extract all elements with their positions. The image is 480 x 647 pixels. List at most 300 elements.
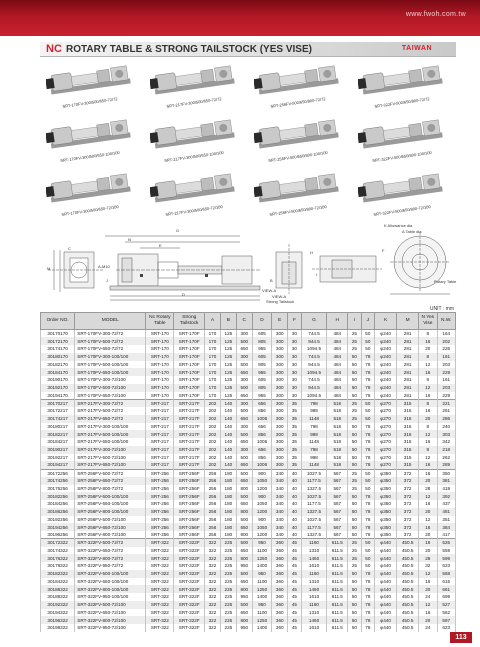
table-cell: 611.5	[327, 562, 348, 570]
table-cell: 303	[437, 430, 456, 438]
table-cell: 322	[205, 547, 221, 555]
table-cell: 170	[205, 392, 221, 400]
table-cell: 50	[348, 531, 361, 539]
table-cell: 40	[288, 492, 301, 500]
table-cell: 30	[288, 361, 301, 369]
table-cell: 360	[272, 570, 288, 578]
table-cell: 30	[288, 368, 301, 376]
table-cell: 372	[397, 500, 419, 508]
product-card	[352, 168, 452, 220]
table-cell: 30	[288, 353, 301, 361]
table-cell: 16	[419, 469, 437, 477]
table-cell: 30192322	[41, 601, 75, 609]
table-cell: 1148	[301, 438, 327, 446]
table-row	[41, 461, 456, 469]
table-row	[41, 430, 456, 438]
table-cell: 50	[361, 562, 374, 570]
table-cell: 125	[220, 353, 236, 361]
table-cell: 1094.5	[301, 392, 327, 400]
table-cell: 50	[348, 508, 361, 516]
table-cell: 1250	[252, 554, 272, 562]
table-cell: 1400	[252, 593, 272, 601]
table-cell: 322	[205, 562, 221, 570]
table-cell: 20	[419, 585, 437, 593]
table-cell: 998	[301, 407, 327, 415]
table-cell: 25	[348, 547, 361, 555]
table-cell: 450.5	[397, 609, 419, 617]
table-cell: 40	[288, 500, 301, 508]
table-cell: 170	[205, 384, 221, 392]
table-cell: 450.5	[397, 616, 419, 624]
table-cell: 140	[220, 461, 236, 469]
table-cell: SRT-322	[146, 585, 174, 593]
table-cell: 300	[272, 423, 288, 431]
table-cell: 202	[205, 415, 221, 423]
table-cell: 419	[437, 485, 456, 493]
table-cell: φ440	[375, 539, 397, 547]
product-card	[248, 60, 348, 112]
product-photo	[46, 116, 134, 154]
table-row	[41, 578, 456, 586]
product-caption: SRT-217FV-300/500/650-72/72	[166, 96, 222, 109]
table-cell: 315	[397, 415, 419, 423]
table-cell: 950	[236, 562, 252, 570]
table-cell: 611.5	[327, 570, 348, 578]
table-cell: 300	[236, 446, 252, 454]
table-cell: 221	[437, 399, 456, 407]
table-cell: 611.5	[327, 539, 348, 547]
table-cell: 16	[419, 438, 437, 446]
table-cell: 484	[327, 345, 348, 353]
product-caption: SRT-322FV-500/650/800-72/100	[373, 204, 431, 217]
table-cell: 650	[236, 368, 252, 376]
table-cell: 300	[272, 337, 288, 345]
table-cell: SRT-256FV-500-72/72	[75, 469, 146, 477]
table-cell: 1160	[301, 539, 327, 547]
table-row	[41, 330, 456, 338]
table-cell: 597	[437, 616, 456, 624]
table-cell: 50	[361, 337, 374, 345]
table-cell: 30190217	[41, 446, 75, 454]
rotary-table-label: Rotary Table	[434, 279, 457, 284]
table-cell: 180	[220, 492, 236, 500]
table-cell: 78	[361, 585, 374, 593]
table-cell: 218	[437, 446, 456, 454]
table-row	[41, 345, 456, 353]
dim-i-label: I	[316, 272, 318, 277]
table-cell: 650	[236, 345, 252, 353]
table-cell: SRT-322F	[174, 570, 205, 578]
table-cell: 1177.5	[301, 500, 327, 508]
table-cell: 955	[252, 368, 272, 376]
table-cell: 417	[437, 531, 456, 539]
table-row	[41, 500, 456, 508]
table-cell: 1327.5	[301, 485, 327, 493]
table-cell: φ240	[375, 368, 397, 376]
page-number: 113	[450, 632, 472, 643]
table-cell: 12	[419, 361, 437, 369]
table-cell: 78	[361, 593, 374, 601]
table-cell: SRT-256FV-500-72/100	[75, 516, 146, 524]
table-cell: 623	[437, 562, 456, 570]
table-cell: SRT-217FV-300-72/100	[75, 446, 146, 454]
table-row	[41, 562, 456, 570]
table-cell: 78	[361, 438, 374, 446]
table-cell: 125	[220, 376, 236, 384]
dim-m-label: M	[47, 266, 51, 271]
table-cell: 1160	[301, 570, 327, 578]
table-cell: 180	[220, 477, 236, 485]
table-cell: 1050	[252, 477, 272, 485]
table-cell: 180	[220, 523, 236, 531]
table-cell: 322	[205, 609, 221, 617]
table-cell: 16	[419, 609, 437, 617]
product-caption: SRT-217FV-300/500/650-100/100	[163, 149, 225, 164]
table-cell: 484	[327, 330, 348, 338]
table-cell: SRT-256	[146, 523, 174, 531]
table-cell: 240	[437, 423, 456, 431]
table-cell: 800	[236, 531, 252, 539]
table-cell: 30172256	[41, 469, 75, 477]
table-cell: 300	[272, 446, 288, 454]
table-cell: 518	[327, 399, 348, 407]
table-cell: 518	[327, 423, 348, 431]
table-row	[41, 485, 456, 493]
table-row	[41, 361, 456, 369]
table-cell: 567	[327, 523, 348, 531]
table-cell: 360	[272, 578, 288, 586]
table-cell: 950	[252, 601, 272, 609]
table-cell: SRT-256FV-650-72/100	[75, 523, 146, 531]
product-caption: SRT-256FV-500/650/800-72/72	[270, 96, 326, 109]
table-cell: SRT-217F	[174, 454, 205, 462]
table-cell: 140	[220, 407, 236, 415]
table-cell: 256	[205, 531, 221, 539]
table-cell: 567	[327, 485, 348, 493]
column-header: F	[288, 313, 301, 330]
table-cell: 225	[220, 539, 236, 547]
table-cell: 800	[236, 585, 252, 593]
table-cell: 484	[327, 353, 348, 361]
table-cell: 40	[288, 531, 301, 539]
table-cell: 650	[236, 609, 252, 617]
table-cell: φ440	[375, 562, 397, 570]
table-cell: φ270	[375, 407, 397, 415]
table-cell: 1006	[252, 438, 272, 446]
table-cell: SRT-170	[146, 345, 174, 353]
table-cell: SRT-217	[146, 423, 174, 431]
table-cell: 256	[205, 485, 221, 493]
table-cell: 300	[236, 399, 252, 407]
table-row	[41, 523, 456, 531]
table-cell: 300	[272, 330, 288, 338]
table-cell: 78	[361, 523, 374, 531]
table-cell: 315	[397, 438, 419, 446]
table-cell: 12	[419, 570, 437, 578]
table-cell: 500	[236, 469, 252, 477]
column-header: I	[348, 313, 361, 330]
table-cell: 944.5	[301, 361, 327, 369]
table-cell: 8	[419, 399, 437, 407]
table-cell: SRT-170F	[174, 392, 205, 400]
table-cell: 50	[361, 415, 374, 423]
table-cell: 170	[205, 337, 221, 345]
table-cell: 202	[205, 399, 221, 407]
table-cell: 170	[205, 376, 221, 384]
table-cell: 950	[236, 624, 252, 632]
table-cell: 30178322	[41, 562, 75, 570]
table-cell: SRT-217F	[174, 423, 205, 431]
table-cell: 805	[252, 337, 272, 345]
table-cell: 12	[419, 492, 437, 500]
table-cell: 16	[419, 368, 437, 376]
table-cell: 351	[437, 516, 456, 524]
table-cell: 322	[205, 585, 221, 593]
table-cell: 20	[419, 477, 437, 485]
table-cell: 40	[288, 469, 301, 477]
table-cell: 78	[361, 454, 374, 462]
table-cell: SRT-256F	[174, 523, 205, 531]
table-cell: 256	[205, 492, 221, 500]
table-cell: 856	[252, 454, 272, 462]
product-photo	[358, 170, 446, 208]
table-cell: 744.5	[301, 376, 327, 384]
table-cell: 125	[220, 392, 236, 400]
table-cell: SRT-170	[146, 384, 174, 392]
table-cell: 450.5	[397, 554, 419, 562]
table-cell: 125	[220, 384, 236, 392]
table-cell: 16	[419, 523, 437, 531]
table-cell: 315	[397, 461, 419, 469]
table-cell: 16	[419, 392, 437, 400]
table-cell: 484	[327, 361, 348, 369]
table-cell: 45	[288, 609, 301, 617]
table-cell: 45	[288, 562, 301, 570]
table-cell: 261	[437, 407, 456, 415]
table-cell: 798	[301, 446, 327, 454]
table-cell: 955	[252, 392, 272, 400]
table-cell: 202	[205, 438, 221, 446]
table-cell: 484	[327, 368, 348, 376]
table-cell: 315	[397, 446, 419, 454]
table-cell: 281	[397, 368, 419, 376]
table-cell: 1094.5	[301, 368, 327, 376]
table-cell: 798	[301, 423, 327, 431]
table-cell: 30192170	[41, 384, 75, 392]
table-cell: 16	[419, 407, 437, 415]
table-cell: 900	[252, 469, 272, 477]
table-cell: 998	[301, 430, 327, 438]
product-photo	[254, 116, 342, 154]
table-cell: 180	[220, 500, 236, 508]
table-cell: 30192217	[41, 454, 75, 462]
table-cell: SRT-256F	[174, 516, 205, 524]
table-cell: 50	[348, 361, 361, 369]
table-cell: 78	[361, 500, 374, 508]
table-cell: 567	[327, 469, 348, 477]
table-cell: 526	[437, 539, 456, 547]
table-cell: 161	[437, 353, 456, 361]
table-cell: 315	[397, 430, 419, 438]
table-cell: 1200	[252, 508, 272, 516]
table-cell: 568	[437, 570, 456, 578]
table-cell: 50	[361, 485, 374, 493]
table-cell: 35	[288, 461, 301, 469]
table-cell: 32	[419, 562, 437, 570]
table-cell: 950	[236, 593, 252, 601]
table-cell: 281	[397, 337, 419, 345]
table-cell: 16	[419, 500, 437, 508]
table-cell: 1027.5	[301, 516, 327, 524]
table-cell: SRT-217	[146, 415, 174, 423]
table-cell: 30174256	[41, 477, 75, 485]
table-cell: 315	[397, 399, 419, 407]
table-cell: 50	[348, 516, 361, 524]
table-cell: 30	[288, 376, 301, 384]
table-cell: 518	[327, 430, 348, 438]
table-cell: 360	[272, 624, 288, 632]
table-cell: 30184256	[41, 500, 75, 508]
table-cell: 340	[272, 531, 288, 539]
product-photo	[150, 170, 238, 208]
table-cell: 50	[348, 446, 361, 454]
table-cell: 180	[220, 531, 236, 539]
table-cell: 140	[220, 430, 236, 438]
product-photo	[150, 116, 238, 154]
table-cell: SRT-256	[146, 500, 174, 508]
table-cell: 856	[252, 430, 272, 438]
table-cell: SRT-256	[146, 469, 174, 477]
table-cell: SRT-170	[146, 361, 174, 369]
table-row	[41, 593, 456, 601]
table-cell: 1200	[252, 531, 272, 539]
table-row	[41, 392, 456, 400]
table-cell: 372	[397, 523, 419, 531]
table-cell: φ440	[375, 609, 397, 617]
table-cell: 281	[397, 330, 419, 338]
table-cell: SRT-170FV-500-100/100	[75, 361, 146, 369]
table-cell: 1310	[301, 609, 327, 617]
table-cell: φ350	[375, 492, 397, 500]
table-cell: 180	[220, 469, 236, 477]
table-cell: 450.5	[397, 624, 419, 632]
table-cell: 1094.5	[301, 345, 327, 353]
table-cell: SRT-217	[146, 407, 174, 415]
table-row	[41, 539, 456, 547]
table-cell: 30182217	[41, 430, 75, 438]
product-card	[40, 60, 140, 112]
table-cell: 300	[272, 430, 288, 438]
table-cell: 1610	[301, 593, 327, 601]
table-cell: 50	[361, 399, 374, 407]
table-cell: 202	[437, 337, 456, 345]
table-cell: 30172170	[41, 337, 75, 345]
table-cell: 360	[272, 585, 288, 593]
table-cell: SRT-322FV-800-100/100	[75, 585, 146, 593]
table-cell: SRT-256F	[174, 500, 205, 508]
table-cell: φ270	[375, 461, 397, 469]
table-cell: 800	[236, 508, 252, 516]
table-row	[41, 508, 456, 516]
table-cell: 30174217	[41, 415, 75, 423]
table-cell: 140	[220, 415, 236, 423]
table-cell: 300	[236, 376, 252, 384]
table-cell: φ270	[375, 415, 397, 423]
table-cell: 35	[288, 407, 301, 415]
table-cell: SRT-217F	[174, 461, 205, 469]
table-cell: 322	[205, 624, 221, 632]
table-cell: 50	[348, 438, 361, 446]
table-cell: 300	[272, 368, 288, 376]
table-cell: 340	[272, 523, 288, 531]
table-cell: 500	[236, 539, 252, 547]
table-cell: SRT-322	[146, 601, 174, 609]
table-cell: 256	[205, 508, 221, 516]
table-cell: 35	[288, 454, 301, 462]
table-cell: 281	[397, 384, 419, 392]
table-cell: 170	[205, 330, 221, 338]
table-cell: SRT-170FV-300-72/72	[75, 330, 146, 338]
table-cell: 30172217	[41, 407, 75, 415]
table-cell: 202	[205, 461, 221, 469]
table-cell: 140	[220, 454, 236, 462]
table-cell: 30176322	[41, 554, 75, 562]
table-cell: SRT-322FV-950-72/72	[75, 562, 146, 570]
table-cell: SRT-256FV-650-72/72	[75, 477, 146, 485]
table-cell: φ270	[375, 430, 397, 438]
table-cell: SRT-170F	[174, 384, 205, 392]
table-cell: 484	[327, 337, 348, 345]
table-cell: 372	[397, 469, 419, 477]
table-cell: 656	[252, 423, 272, 431]
table-cell: SRT-217FV-650-72/100	[75, 461, 146, 469]
table-cell: 998	[301, 454, 327, 462]
table-cell: SRT-170FV-500-72/100	[75, 384, 146, 392]
table-cell: SRT-256FV-500-100/100	[75, 492, 146, 500]
table-cell: SRT-322	[146, 616, 174, 624]
table-cell: 8	[419, 446, 437, 454]
strong-tailstock-label: Strong Tailstock	[266, 299, 295, 304]
table-cell: 125	[220, 345, 236, 353]
table-cell: 16	[419, 539, 437, 547]
table-cell: 1400	[252, 624, 272, 632]
table-cell: 25	[348, 399, 361, 407]
view-a-label: VIEW-A	[262, 288, 277, 293]
table-cell: SRT-217	[146, 454, 174, 462]
table-row	[41, 601, 456, 609]
table-cell: φ270	[375, 446, 397, 454]
table-cell: 611.5	[327, 585, 348, 593]
table-cell: φ440	[375, 554, 397, 562]
table-row	[41, 407, 456, 415]
table-cell: 30186256	[41, 508, 75, 516]
column-header: Nc Rotary Table	[146, 313, 174, 330]
table-cell: 12	[419, 601, 437, 609]
table-cell: 24	[419, 593, 437, 601]
table-cell: 322	[205, 554, 221, 562]
table-cell: 500	[236, 384, 252, 392]
table-cell: 78	[361, 446, 374, 454]
table-cell: SRT-170FV-300-100/100	[75, 353, 146, 361]
table-cell: SRT-322FV-500-72/72	[75, 539, 146, 547]
table-cell: 360	[272, 562, 288, 570]
table-cell: 611.5	[327, 601, 348, 609]
table-cell: SRT-217	[146, 461, 174, 469]
table-cell: 78	[361, 624, 374, 632]
table-cell: 1100	[252, 609, 272, 617]
table-cell: 1200	[252, 485, 272, 493]
table-cell: SRT-170FV-650-72/72	[75, 345, 146, 353]
